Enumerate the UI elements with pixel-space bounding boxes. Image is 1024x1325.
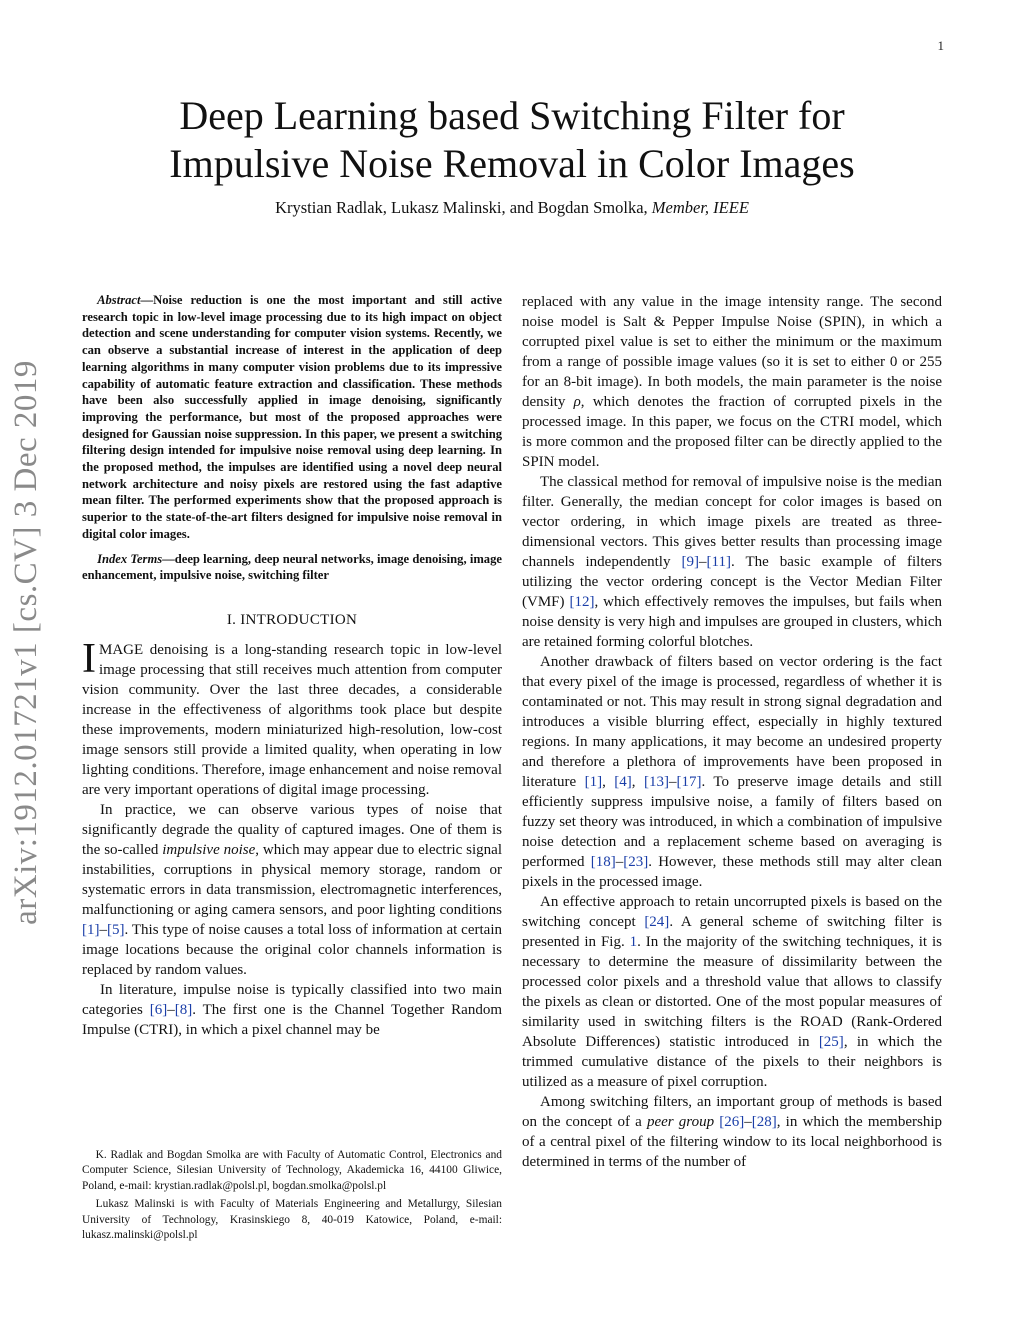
body-paragraph-switching-concept bbox=[522, 892, 942, 1092]
citation-link[interactable]: [18] bbox=[590, 854, 616, 870]
text-run: In practice, we can observe various types of noise that significantly degrade the quality of captured images. One of them is the so-called bbox=[82, 801, 502, 858]
citation-link[interactable]: [1] bbox=[584, 774, 603, 790]
body-paragraph-peer-group bbox=[522, 1092, 942, 1172]
body-paragraph-noise-models bbox=[522, 292, 942, 472]
text-run: . The basic example of filters utilizing the vector ordering concept is the Vector Median Filter (VMF) bbox=[522, 554, 942, 610]
page-number: 1 bbox=[937, 38, 944, 53]
abstract-text: —Noise reduction is one the most important and still active research topic in low-level image processing due to its high impact on object detection and scene understanding for computer vision systems. Recently, we can observe a substantial increase of interest in the application of deep learning algorithms in many computer vision problems due to its impressive capability of automatic feature extraction and classification. These methods have been also successfully applied in image denoising, significantly improving the performance, but most of the proposed approaches were designed for Gaussian noise suppression. In this paper, we present a switching filtering design intended for impulsive noise removal using deep learning. In the proposed method, the impulses are identified using a novel deep neural network architecture and noisy pixels are restored using the fast adaptive mean filter. The performed experiments show that the proposed approach is superior to the state-of-the-art filters designed for impulsive noise removal in digital color images. bbox=[82, 293, 502, 541]
citation-link[interactable]: [9] bbox=[681, 554, 700, 570]
drop-cap: I bbox=[82, 635, 96, 682]
intro-paragraph-1 bbox=[82, 635, 503, 800]
arxiv-identifier-stamp bbox=[6, 355, 46, 930]
text-run: . A general scheme of switching filter is presented in Fig. bbox=[522, 914, 942, 950]
citation-link[interactable]: [13] bbox=[643, 774, 669, 790]
citation-link[interactable]: [12] bbox=[569, 594, 595, 610]
text-run: . This type of noise causes a total loss of information at certain image locations because the original color channels information is replaced by random values. bbox=[82, 921, 502, 978]
citation-range-dash: – bbox=[699, 554, 707, 570]
text-run: , which denotes the fraction of corrupted pixels in the processed image. In this paper, we focus on the CTRI model, which is more common and the proposed filter can be directly applied to the SPIN model. bbox=[522, 394, 942, 470]
citation-range-dash: – bbox=[744, 1114, 752, 1130]
index-terms-text: —deep learning, deep neural networks, image denoising, image enhancement, impulsive noise, switching filter bbox=[82, 551, 502, 583]
emphasis-text: impulsive noise bbox=[162, 841, 256, 858]
text-run: , in which the trimmed cumulative distance of the pixels to their neighbors is utilized as a measure of pixel corruption. bbox=[522, 1034, 943, 1090]
citation-link[interactable]: [24] bbox=[644, 914, 670, 930]
author-membership: Member, IEEE bbox=[651, 198, 749, 217]
math-symbol-rho: ρ bbox=[573, 394, 581, 410]
text-run: . The first one is the Channel Together Random Impulse (CTRI), in which a pixel channel may be bbox=[82, 1001, 502, 1038]
text-run: Another drawback of filters based on vector ordering is the fact that every pixel of the image is processed, regardless of whether it is contaminated or not. This may result in strong signal degradation and introduces a visible blurring effect, especially in highly textured regions. In many applications, it may become an undesired property and therefore a plethora of improvements have been proposed in literature bbox=[522, 654, 942, 790]
intro-paragraph-1-text: denoising is a long-standing research topic in low-level image processing that still receives much attention from computer vision community. Over the last three decades, a considerable increase in the effectiveness of algorithms took place but despite these improvements, modern miniaturized high-resolution, low-cost image sensors still provide a limited quality, when operating in low lighting conditions. Therefore, image enhancement and noise removal are very important operations of digital image processing. bbox=[82, 641, 503, 798]
text-run: . In the majority of the switching techniques, it is necessary to determine the measure of dissimilarity between the processed color pixels and a threshold value that allows to classify the pixels as clean or distorted. One of the most popular measures of similarity used in switching filters is the ROAD (Rank-Ordered Absolute Differences) statistic introduced in bbox=[522, 934, 942, 1050]
citation-separator: , bbox=[631, 774, 644, 790]
footnote-affiliation-2: Lukasz Malinski is with Faculty of Materials Engineering and Metallurgy, Silesian University of Technology, Krasinskiego 8, 40-019 Katowice, Poland, e-mail: lukasz.malinski@polsl.pl bbox=[82, 1198, 502, 1242]
drop-cap-continuation: MAGE bbox=[99, 641, 144, 658]
paper-title-line-1: Deep Learning based Switching Filter for bbox=[179, 93, 845, 138]
text-run: The classical method for removal of impulsive noise is the median filter. Generally, the median concept for color images is based on vector ordering, in which image pixels are treated as three-dimensional vectors. This gives better results than processing image channels independently bbox=[522, 474, 942, 570]
citation-link[interactable]: [25] bbox=[818, 1034, 844, 1050]
text-run: , in which the membership of a central pixel of the filtering window to its local neighborhood is determined in terms of the number of bbox=[522, 1114, 942, 1170]
index-terms-label: Index Terms bbox=[97, 551, 163, 566]
citation-link[interactable]: [8] bbox=[174, 1001, 193, 1018]
text-run: Among switching filters, an important group of methods is based on the concept of a bbox=[522, 1094, 942, 1130]
paper-title-line-2: Impulsive Noise Removal in Color Images bbox=[169, 141, 855, 186]
text-run: replaced with any value in the image intensity range. The second noise model is Salt & Pepper Impulse Noise (SPIN), in which a corrupted pixel value is set to either the minimum or the maximum from a range of possible image values (so it is set to either 0 or 255 for an 8-bit image). In both models, the main parameter is the noise density bbox=[522, 294, 942, 410]
intro-paragraph-2 bbox=[82, 800, 502, 980]
citation-separator: , bbox=[602, 774, 615, 790]
citation-link[interactable]: [11] bbox=[706, 554, 731, 570]
body-paragraph-vector-ordering bbox=[522, 652, 942, 892]
section-heading-introduction: I. INTRODUCTION bbox=[226, 611, 358, 628]
right-column bbox=[522, 292, 942, 1172]
citation-range-dash: – bbox=[99, 921, 107, 938]
author-names: Krystian Radlak, Lukasz Malinski, and Bogdan Smolka, bbox=[275, 198, 648, 217]
citation-link[interactable]: [17] bbox=[676, 774, 702, 790]
citation-link[interactable]: [6] bbox=[149, 1001, 168, 1018]
citation-range-dash: – bbox=[668, 774, 677, 790]
paper-title bbox=[80, 92, 944, 188]
text-run: In literature, impulse noise is typically classified into two main categories bbox=[82, 981, 502, 1018]
abstract-label: Abstract bbox=[97, 293, 141, 307]
citation-link[interactable]: [28] bbox=[751, 1114, 777, 1130]
abstract bbox=[82, 292, 502, 543]
index-terms bbox=[82, 551, 502, 584]
citation-link[interactable]: [26] bbox=[719, 1114, 745, 1130]
author-line bbox=[80, 198, 944, 218]
citation-link[interactable]: [1] bbox=[82, 921, 100, 938]
text-run: An effective approach to retain uncorrupted pixels is based on the switching concept bbox=[522, 894, 942, 930]
citation-range-dash: – bbox=[615, 854, 624, 870]
text-run: . However, these methods still may alter clean pixels in the processed image. bbox=[522, 854, 942, 890]
left-column bbox=[82, 292, 502, 1040]
body-paragraph-median-filter bbox=[522, 472, 942, 652]
citation-link[interactable]: [5] bbox=[107, 921, 125, 938]
text-run: , which may appear due to electric signal instabilities, corruptions in physical memory storage, random or systematic errors in data transmission, electromagnetic interferences, malfunctioning or aging camera sensors, and poor lighting conditions bbox=[82, 841, 502, 918]
arxiv-identifier-text[interactable]: arXiv:1912.01721v1 [cs.CV] 3 Dec 2019 bbox=[7, 360, 44, 925]
citation-link[interactable]: [23] bbox=[623, 854, 649, 870]
figure-link[interactable]: 1 bbox=[629, 934, 638, 950]
citation-link[interactable]: [4] bbox=[614, 774, 632, 790]
intro-paragraph-3 bbox=[82, 980, 502, 1040]
footnote-affiliation-1: K. Radlak and Bogdan Smolka are with Faculty of Automatic Control, Electronics and Computer Science, Silesian University of Technology, Akademicka 16, 44100 Gliwice, Poland, e-mail: krystian.radlak@polsl.pl, bogdan.smolka@polsl.pl bbox=[82, 1149, 502, 1192]
text-run: , which effectively removes the impulses, but fails when noise density is very high and impulses are grouped in clusters, which are retained forming colorful blotches. bbox=[522, 594, 942, 650]
text-run: . To preserve image details and still efficiently suppress impulsive noise, a family of filters based on fuzzy set theory was introduced, in which a combination of impulsive noise detection and a replacement scheme based on averaging is performed bbox=[522, 774, 943, 870]
author-footnotes bbox=[82, 1148, 502, 1246]
citation-range-dash: – bbox=[167, 1001, 175, 1018]
emphasis-text: peer group bbox=[646, 1114, 715, 1130]
